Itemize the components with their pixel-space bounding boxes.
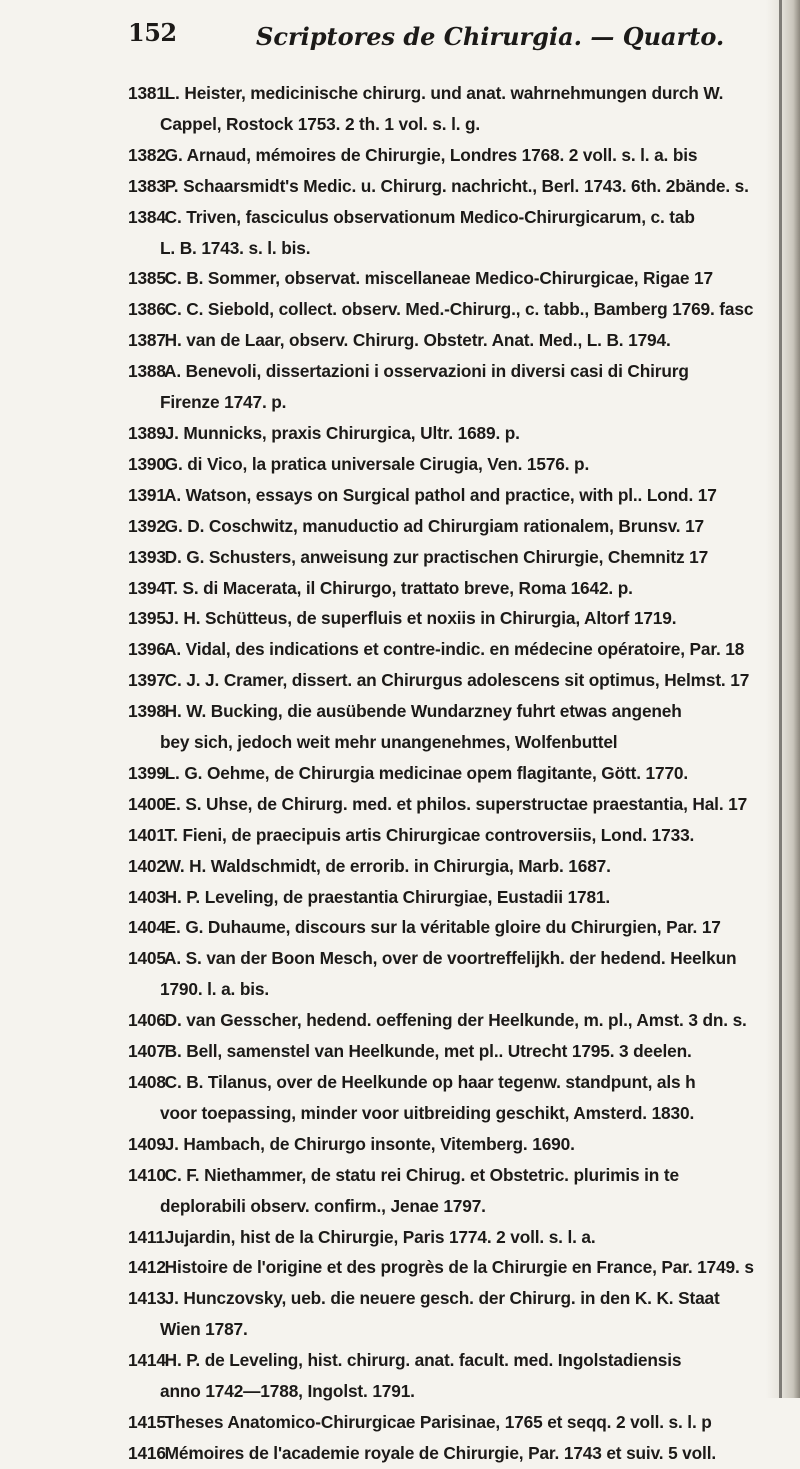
entry-text: H. P. Leveling, de praestantia Chirurgiae, Eustadii 1781. <box>164 886 611 907</box>
entry-first-line <box>128 943 768 974</box>
entry-text: L. B. 1743. s. l. bis. <box>160 237 311 258</box>
entry-number: 1401 <box>128 824 166 845</box>
entry-number: 1402 <box>128 855 166 876</box>
entry-number: 1395 <box>128 608 166 629</box>
entry-first-line <box>128 263 768 294</box>
entry-number: 1399 <box>128 762 166 783</box>
entry-text: P. Schaarsmidt's Medic. u. Chirurg. nachricht., Berl. 1743. 6th. 2bände. s. <box>164 175 749 196</box>
entry-continuation-line <box>128 1376 768 1407</box>
catalog-entry <box>128 1407 768 1438</box>
entry-continuation-line <box>128 387 768 418</box>
entry-number: 1400 <box>128 793 166 814</box>
entry-text: T. S. di Macerata, il Chirurgo, trattato breve, Roma 1642. p. <box>164 577 633 598</box>
entry-number: 1414 <box>128 1350 166 1371</box>
entry-first-line <box>128 882 768 913</box>
entry-text: G. di Vico, la pratica universale Cirugia, Ven. 1576. p. <box>164 453 590 474</box>
entry-number: 1411 <box>128 1226 165 1247</box>
entry-first-line <box>128 1005 768 1036</box>
entry-text: Theses Anatomico-Chirurgicae Parisinae, 1765 et seqq. 2 voll. s. l. p <box>164 1411 712 1432</box>
catalog-entry <box>128 1283 768 1345</box>
entry-number: 1391 <box>128 484 166 505</box>
catalog-entry <box>128 1129 768 1160</box>
catalog-entry <box>128 480 768 511</box>
entry-number: 1384 <box>128 206 166 227</box>
entry-number: 1413 <box>128 1288 166 1309</box>
catalog-entry <box>128 943 768 1005</box>
entry-number: 1403 <box>128 886 166 907</box>
catalog-entry <box>128 171 768 202</box>
entry-first-line <box>128 1222 768 1253</box>
entry-text: J. Hambach, de Chirurgo insonte, Vitemberg. 1690. <box>164 1133 575 1154</box>
entry-number: 1405 <box>128 948 166 969</box>
entry-text: E. S. Uhse, de Chirurg. med. et philos. superstructae praestantia, Hal. 17 <box>164 793 748 814</box>
entry-number: 1388 <box>128 361 166 382</box>
entry-first-line <box>128 449 768 480</box>
entry-first-line <box>128 789 768 820</box>
entry-first-line <box>128 542 768 573</box>
entry-number: 1385 <box>128 268 166 289</box>
entry-first-line <box>128 1129 768 1160</box>
entry-number: 1393 <box>128 546 166 567</box>
entry-number: 1409 <box>128 1133 166 1154</box>
catalog-entry <box>128 696 768 758</box>
catalog-entry <box>128 912 768 943</box>
entry-first-line <box>128 140 768 171</box>
entry-first-line <box>128 356 768 387</box>
entry-number: 1383 <box>128 175 166 196</box>
catalog-entry <box>128 851 768 882</box>
entry-text: 1790. l. a. bis. <box>160 979 270 1000</box>
entry-number: 1408 <box>128 1072 166 1092</box>
catalog-entry <box>128 665 768 696</box>
catalog-entries <box>128 78 768 1469</box>
entry-text: Wien 1787. <box>160 1319 248 1340</box>
entry-first-line <box>128 1067 768 1098</box>
entry-text: J. Munnicks, praxis Chirurgica, Ultr. 1689. p. <box>164 422 520 443</box>
entry-text: C. F. Niethammer, de statu rei Chirug. et Obstetric. plurimis in te <box>164 1164 679 1185</box>
entry-number: 1389 <box>128 422 166 443</box>
entry-text: bey sich, jedoch weit mehr unangenehmes, Wolfenbuttel <box>160 732 618 753</box>
catalog-entry <box>128 294 768 325</box>
entry-first-line <box>128 758 768 789</box>
entry-first-line <box>128 1407 768 1438</box>
catalog-entry <box>128 573 768 604</box>
entry-number: 1390 <box>128 453 166 474</box>
entry-continuation-line <box>128 974 768 1005</box>
entry-continuation-line <box>128 1098 768 1129</box>
catalog-entry <box>128 1222 768 1253</box>
catalog-entry <box>128 356 768 418</box>
catalog-entry <box>128 820 768 851</box>
entry-first-line <box>128 573 768 604</box>
entry-continuation-line <box>128 1191 768 1222</box>
entry-text: G. D. Coschwitz, manuductio ad Chirurgiam rationalem, Brunsv. 17 <box>164 515 704 536</box>
entry-continuation-line <box>128 233 768 264</box>
entry-text: anno 1742—1788, Ingolst. 1791. <box>160 1381 415 1402</box>
entry-text: C. J. J. Cramer, dissert. an Chirurgus adolescens sit optimus, Helmst. 17 <box>164 670 750 691</box>
entry-text: Firenze 1747. p. <box>160 392 287 413</box>
entry-first-line <box>128 78 768 109</box>
entry-text: E. G. Duhaume, discours sur la véritable gloire du Chirurgien, Par. 17 <box>164 917 721 938</box>
catalog-entry <box>128 202 768 264</box>
catalog-entry <box>128 603 768 634</box>
binding-line <box>779 0 782 1398</box>
entry-text: Cappel, Rostock 1753. 2 th. 1 vol. s. l. g. <box>160 113 481 134</box>
entry-continuation-line <box>128 727 768 758</box>
entry-number: 1415 <box>128 1411 166 1432</box>
catalog-entry <box>128 634 768 665</box>
catalog-entry <box>128 449 768 480</box>
entry-text: deplorabili observ. confirm., Jenae 1797. <box>160 1195 486 1216</box>
page-number: 152 <box>128 18 177 47</box>
entry-text: Histoire de l'origine et des progrès de la Chirurgie en France, Par. 1749. s <box>164 1257 754 1278</box>
entry-first-line <box>128 603 768 634</box>
page-header <box>128 18 760 68</box>
entry-text: A. Watson, essays on Surgical pathol and practice, with pl.. Lond. 17 <box>164 484 717 505</box>
entry-text: A. Vidal, des indications et contre-indic. en médecine opératoire, Par. 18 <box>164 639 745 660</box>
entry-text: W. H. Waldschmidt, de errorib. in Chirurgia, Marb. 1687. <box>164 855 611 876</box>
entry-first-line <box>128 634 768 665</box>
entry-text: voor toepassing, minder voor uitbreiding geschikt, Amsterd. 1830. <box>160 1102 695 1123</box>
catalog-entry <box>128 1005 768 1036</box>
catalog-entry <box>128 1036 768 1067</box>
entry-text: Mémoires de l'academie royale de Chirurgie, Par. 1743 et suiv. 5 voll. <box>164 1442 716 1463</box>
entry-first-line <box>128 511 768 542</box>
entry-number: 1407 <box>128 1041 166 1062</box>
entry-text: A. S. van der Boon Mesch, over de voortreffelijkh. der hedend. Heelkun <box>164 948 737 969</box>
entry-first-line <box>128 202 768 233</box>
entry-first-line <box>128 171 768 202</box>
entry-first-line <box>128 1345 768 1376</box>
entry-text: C. B. Sommer, observat. miscellaneae Medico-Chirurgicae, Rigae 17 <box>164 268 713 289</box>
entry-text: C. C. Siebold, collect. observ. Med.-Chirurg., c. tabb., Bamberg 1769. fasc <box>164 299 754 320</box>
entry-first-line <box>128 1252 768 1283</box>
entry-first-line <box>128 820 768 851</box>
entry-number: 1410 <box>128 1164 166 1185</box>
catalog-entry <box>128 1160 768 1222</box>
entry-number: 1396 <box>128 639 166 660</box>
entry-text: Jujardin, hist de la Chirurgie, Paris 1774. 2 voll. s. l. a. <box>164 1226 596 1247</box>
entry-text: T. Fieni, de praecipuis artis Chirurgicae controversiis, Lond. 1733. <box>164 824 695 845</box>
entry-text: A. Benevoli, dissertazioni i osservazioni in diversi casi di Chirurg <box>164 361 689 382</box>
entry-text: H. van de Laar, observ. Chirurg. Obstetr. Anat. Med., L. B. 1794. <box>164 330 671 351</box>
entry-first-line <box>128 912 768 943</box>
catalog-entry <box>128 263 768 294</box>
entry-number: 1392 <box>128 515 166 536</box>
entry-text: C. Triven, fasciculus observationum Medico-Chirurgicarum, c. tab <box>164 206 695 227</box>
entry-number: 1398 <box>128 701 166 722</box>
entry-number: 1406 <box>128 1010 166 1031</box>
entry-first-line <box>128 851 768 882</box>
catalog-entry <box>128 542 768 573</box>
catalog-entry <box>128 1252 768 1283</box>
entry-first-line <box>128 1283 768 1314</box>
entry-number: 1416 <box>128 1442 166 1463</box>
entry-first-line <box>128 1160 768 1191</box>
catalog-entry <box>128 789 768 820</box>
entry-continuation-line <box>128 109 768 140</box>
entry-text: D. van Gesscher, hedend. oeffening der Heelkunde, m. pl., Amst. 3 dn. s. <box>164 1010 747 1031</box>
entry-first-line <box>128 294 768 325</box>
entry-text: L. Heister, medicinische chirurg. und anat. wahrnehmungen durch W. <box>164 83 724 103</box>
entry-text: J. H. Schütteus, de superfluis et noxiis in Chirurgia, Altorf 1719. <box>164 608 677 629</box>
catalog-entry <box>128 78 768 140</box>
entry-number: 1404 <box>128 917 166 938</box>
catalog-entry <box>128 418 768 449</box>
entry-text: G. Arnaud, mémoires de Chirurgie, Londres 1768. 2 voll. s. l. a. bis <box>164 144 698 165</box>
entry-number: 1382 <box>128 144 166 165</box>
entry-text: J. Hunczovsky, ueb. die neuere gesch. der Chirurg. in den K. K. Staat <box>164 1288 720 1309</box>
entry-number: 1386 <box>128 299 166 320</box>
page-edge-shadow <box>766 0 800 1398</box>
entry-first-line <box>128 696 768 727</box>
entry-first-line <box>128 1036 768 1067</box>
entry-first-line <box>128 480 768 511</box>
entry-first-line <box>128 325 768 356</box>
catalog-entry <box>128 1438 768 1469</box>
catalog-entry <box>128 1067 768 1129</box>
entry-continuation-line <box>128 1314 768 1345</box>
running-title: Scriptores de Chirurgia. — Quarto. <box>256 22 725 51</box>
catalog-entry <box>128 882 768 913</box>
entry-number: 1387 <box>128 330 166 351</box>
catalog-entry <box>128 758 768 789</box>
entry-number: 1394 <box>128 577 166 598</box>
entry-text: H. P. de Leveling, hist. chirurg. anat. facult. med. Ingolstadiensis <box>164 1350 682 1371</box>
entry-first-line <box>128 1438 768 1469</box>
entry-first-line <box>128 665 768 696</box>
entry-number: 1397 <box>128 670 166 691</box>
entry-text: B. Bell, samenstel van Heelkunde, met pl.. Utrecht 1795. 3 deelen. <box>164 1041 692 1062</box>
entry-first-line <box>128 418 768 449</box>
catalog-entry <box>128 511 768 542</box>
entry-number: 1381 <box>128 83 166 103</box>
entry-text: H. W. Bucking, die ausübende Wundarzney fuhrt etwas angeneh <box>164 701 682 722</box>
entry-text: D. G. Schusters, anweisung zur practischen Chirurgie, Chemnitz 17 <box>164 546 709 567</box>
catalog-entry <box>128 140 768 171</box>
entry-number: 1412 <box>128 1257 166 1278</box>
entry-text: C. B. Tilanus, over de Heelkunde op haar tegenw. standpunt, als h <box>164 1072 696 1092</box>
catalog-entry <box>128 325 768 356</box>
entry-text: L. G. Oehme, de Chirurgia medicinae opem flagitante, Gött. 1770. <box>164 762 689 783</box>
